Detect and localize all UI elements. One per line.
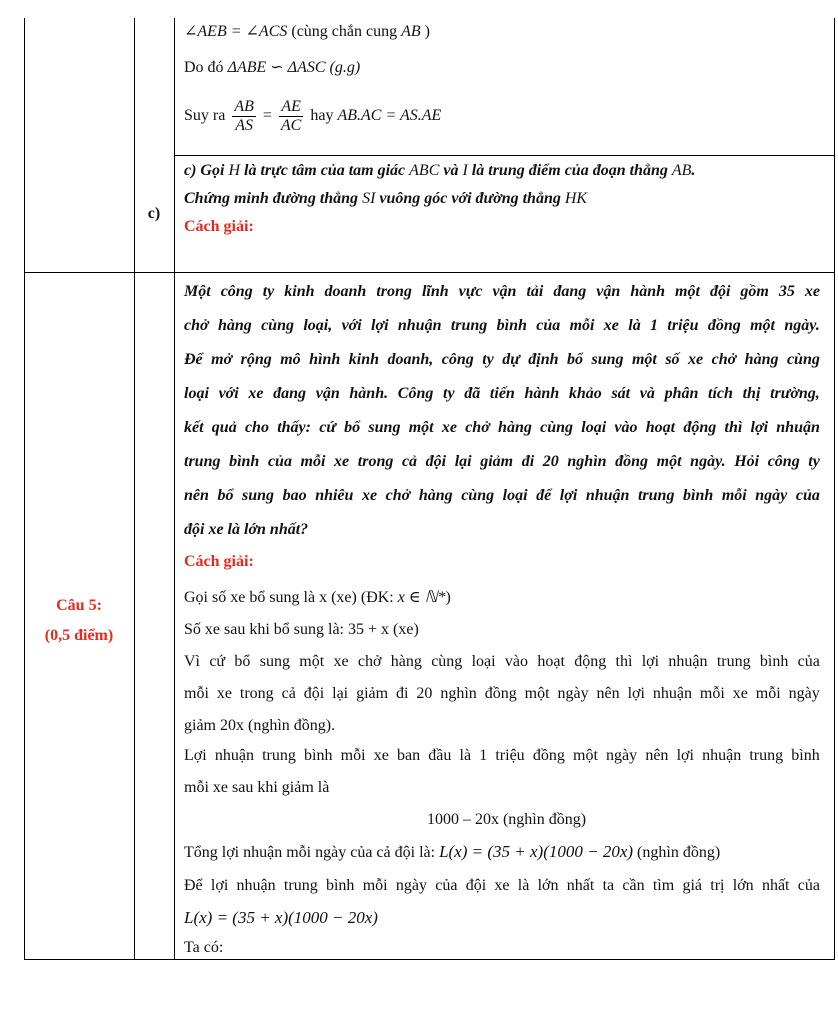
question-c-line-1: c) Gọi H là trực tâm của tam giác ABC và I là trung điểm của đoạn thẳng AB. bbox=[184, 162, 696, 179]
question-5-content bbox=[184, 272, 829, 959]
question-5-points: (0,5 điểm) bbox=[44, 627, 114, 644]
question-5-label: Câu 5: bbox=[56, 597, 102, 614]
initial-profit-line: Lợi nhuận trung bình mỗi xe ban đầu là 1 triệu đồng một ngày nên lợi nhuận trung bình bbox=[184, 747, 820, 764]
angle-equality-line: ∠AEB = ∠ACS (cùng chắn cung AB ) bbox=[184, 23, 430, 40]
goal-line: Để lợi nhuận trung bình mỗi ngày của đội xe là lớn nhất ta cần tìm giá trị lớn nhất của bbox=[184, 877, 820, 894]
centered-expression: 1000 – 20x (nghìn đồng) bbox=[426, 811, 587, 828]
because-line: mỗi xe trong cả đội lại giảm đi 20 nghìn đồng một ngày nên lợi nhuận mỗi xe mỗi ngày bbox=[184, 685, 820, 702]
part-c-question bbox=[184, 155, 829, 272]
fraction-ae-ac: $\frac{AE}{AC}$ bbox=[280, 98, 302, 134]
table-border-left bbox=[24, 18, 25, 960]
problem-line: Để mở rộng mô hình kinh doanh, công ty dự định bổ sung một số xe chở hàng cùng bbox=[184, 351, 820, 368]
total-profit-line: Tổng lợi nhuận mỗi ngày của cả đội là: L(x) = (35 + x)(1000 − 20x) (nghìn đồng) bbox=[184, 842, 721, 861]
after-add-line: Số xe sau khi bổ sung là: 35 + x (xe) bbox=[184, 621, 419, 638]
because-line: Vì cứ bổ sung một xe chở hàng cùng loại vào hoạt động thì lợi nhuận trung bình của bbox=[184, 653, 820, 670]
goal-expression: L(x) = (35 + x)(1000 − 20x) bbox=[184, 908, 378, 927]
table-border-right bbox=[834, 18, 835, 960]
similarity-line: Do đó ΔABE ∽ ΔASC (g.g) bbox=[184, 59, 361, 76]
problem-line: Một công ty kinh doanh trong lĩnh vực vận tải đang vận hành một đội gồm 35 xe bbox=[184, 283, 820, 300]
column-divider-2 bbox=[174, 18, 175, 960]
solution-table bbox=[24, 18, 835, 960]
fraction-ab-as: $\frac{AB}{AS}$ bbox=[234, 98, 254, 134]
solution-label-5: Cách giải: bbox=[184, 553, 254, 570]
solution-label-c: Cách giải: bbox=[184, 218, 254, 235]
problem-line: loại với xe đang vận hành. Công ty đã tiến hành khảo sát và phân tích thị trường, bbox=[184, 385, 820, 402]
problem-line: đội xe là lớn nhất? bbox=[184, 521, 309, 538]
table-border-bottom bbox=[24, 959, 834, 960]
problem-line: chở hàng cùng loại, với lợi nhuận trung bình của mỗi xe là 1 triệu đồng một ngày. bbox=[184, 317, 820, 334]
because-line: giảm 20x (nghìn đồng). bbox=[184, 717, 336, 734]
ratio-line: Suy ra $\frac{AB}{AS}$ = $\frac{AE}{AC}$ hay AB.AC = AS.AE bbox=[184, 98, 442, 134]
proof-continuation bbox=[184, 18, 829, 155]
column-divider-1 bbox=[134, 18, 135, 960]
ta-co-line: Ta có: bbox=[184, 939, 224, 956]
problem-line: kết quả cho thấy: cứ bổ sung một xe chở hàng cùng loại vào hoạt động thì lợi nhuận bbox=[184, 419, 820, 436]
problem-line: trung bình của mỗi xe trong cả đội lại giảm đi 20 nghìn đồng một ngày. Hỏi công ty bbox=[184, 453, 820, 470]
initial-profit-line: mỗi xe sau khi giảm là bbox=[184, 779, 330, 796]
problem-line: nên bổ sung bao nhiêu xe chở hàng cùng loại để lợi nhuận trung bình mỗi ngày của bbox=[184, 487, 820, 504]
let-variable-line: Gọi số xe bổ sung là x (xe) (ĐK: x ∈ ℕ*) bbox=[184, 589, 451, 606]
part-c-label: c) bbox=[147, 205, 161, 222]
question-c-line-2: Chứng minh đường thẳng SI vuông góc với đường thẳng HK bbox=[184, 190, 588, 207]
